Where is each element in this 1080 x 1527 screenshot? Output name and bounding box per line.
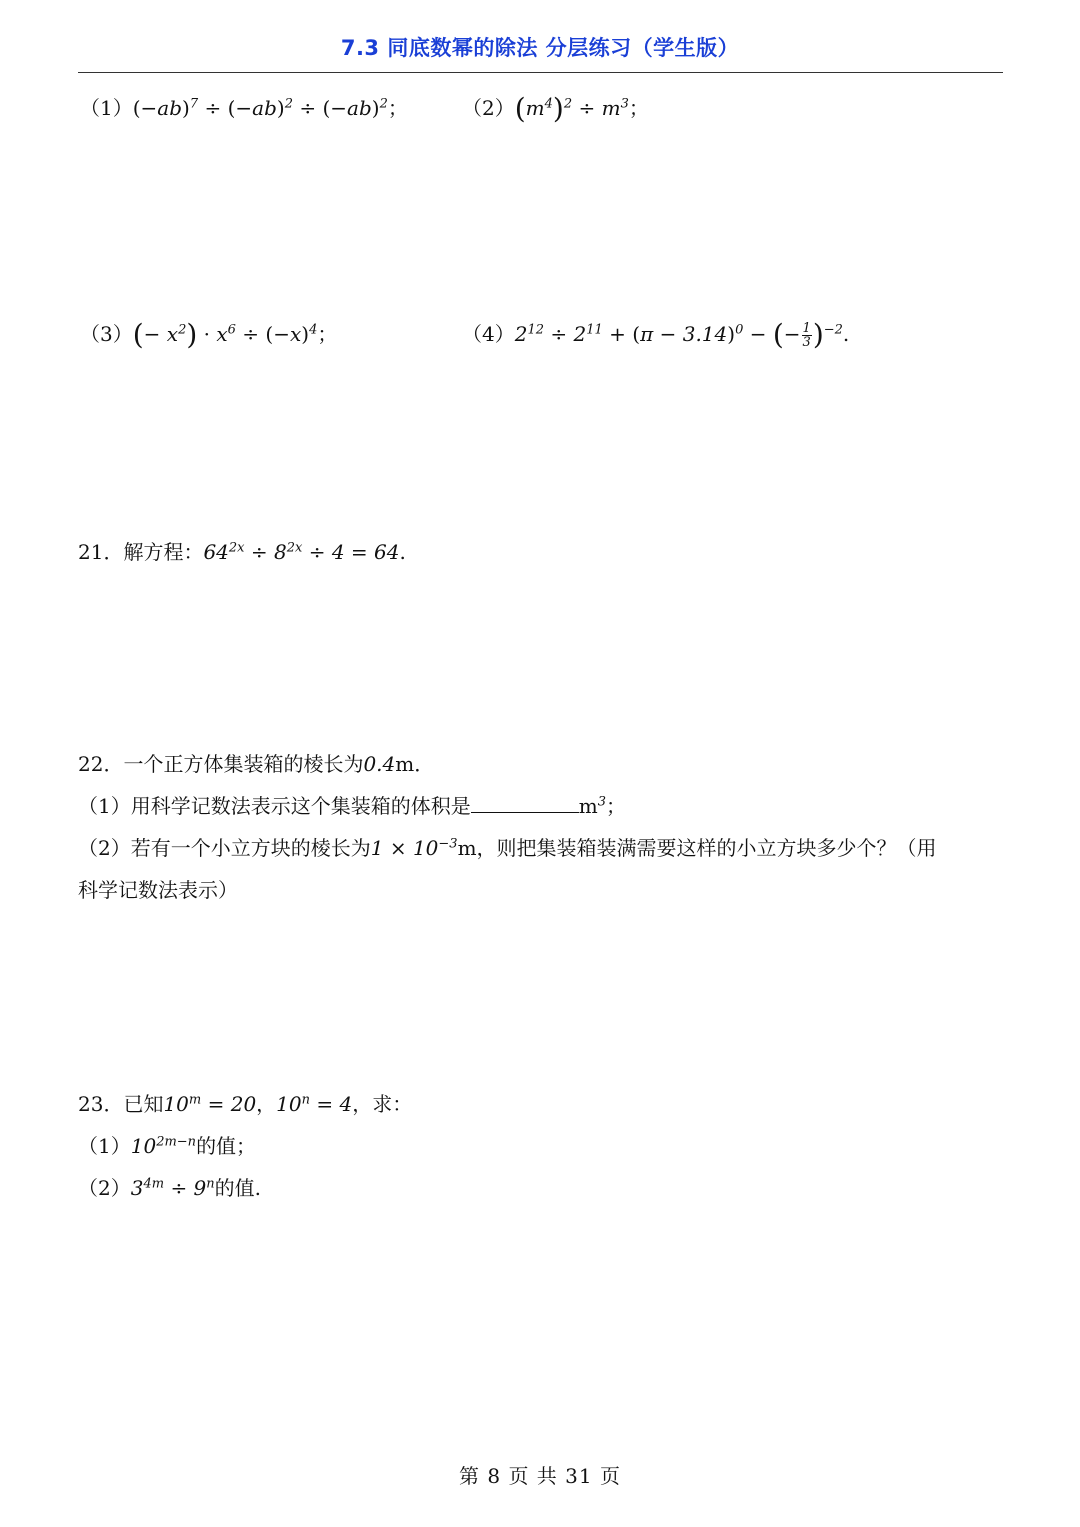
part-tail: . [842, 322, 850, 346]
problem-number: 22． [78, 752, 124, 776]
document-title: 7.3 同底数幂的除法 分层练习（学生版） [340, 36, 740, 60]
part-tail: 的值； [196, 1134, 257, 1158]
page-number-footer: 第 8 页 共 31 页 [459, 1464, 621, 1488]
problem-20-part-1 [80, 94, 408, 122]
answer-blank[interactable] [471, 792, 579, 813]
expression: $10^{2m-n}$ [130, 1134, 197, 1158]
problem-23-stem [78, 1090, 412, 1118]
equation: $64^{2x} \div 8^{2x} \div 4 = 64$ [203, 540, 400, 564]
problem-20-part-3 [80, 320, 337, 349]
problem-23-part-2 [78, 1174, 261, 1202]
part-tail: 的值. [214, 1176, 262, 1200]
part-label: （1） [80, 96, 133, 120]
part-label: （4） [462, 322, 515, 346]
expression: $3^{4m} \div 9^n$ [130, 1176, 215, 1200]
unit: m [457, 836, 477, 860]
part-text-continued: ，则把集装箱装满需要这样的小立方块多少个？（用 [476, 836, 937, 860]
problem-number: 23． [78, 1092, 124, 1116]
part-text: 若有一个小立方块的棱长为 [130, 836, 371, 860]
expression: (− $x^2) \cdot x^6 \div (-x)^4$ [132, 318, 318, 351]
problem-22-part-2-wrap: 科学记数法表示） [78, 878, 238, 902]
problem-23-part-1 [78, 1132, 256, 1160]
problem-tail: . [399, 540, 406, 564]
stem-tail: ，求： [352, 1092, 413, 1116]
expression: $(-ab)^7 \div (-ab)^2 \div (-ab)^2$ [132, 96, 388, 120]
problem-text: 解方程： [123, 540, 204, 564]
expression: $(m^4)^2 \div m^3$ [514, 92, 629, 125]
part-tail: ； [628, 96, 649, 120]
problem-22-stem [78, 750, 434, 778]
part-label: （3） [80, 322, 133, 346]
problem-21 [78, 538, 406, 566]
problem-20-part-2 [462, 94, 649, 123]
part-text: 用科学记数法表示这个集装箱的体积是 [130, 794, 471, 818]
stem-text: 一个正方体集装箱的棱长为 [123, 752, 364, 776]
part-label: （2） [78, 836, 131, 860]
part-tail: ； [387, 96, 408, 120]
part-label: （2） [78, 1176, 131, 1200]
unit: m [578, 794, 598, 818]
part-label: （1） [78, 1134, 131, 1158]
unit-exponent: 3 [597, 794, 606, 810]
problem-22-part-2 [78, 834, 937, 862]
problem-22-part-1 [78, 792, 626, 820]
part-tail: ； [317, 322, 338, 346]
part-tail: ； [605, 794, 626, 818]
stem-unit: m． [395, 752, 435, 776]
problem-20-part-4 [462, 320, 849, 349]
expression: $2^{12} \div 2^{11} + (\pi - 3.14)^0$ − (− $\frac{1}{3}$ )$^{-2}$ [514, 318, 843, 351]
edge-length-value: 0.4 [363, 752, 396, 776]
header-divider [78, 72, 1003, 73]
given-1: 10$^m$ = 20 [163, 1092, 257, 1116]
stem-text: 已知 [123, 1092, 164, 1116]
stem-separator: ， [256, 1092, 277, 1116]
cube-edge-expression: $1 \times 10^{-3}$ [370, 836, 458, 860]
part-label: （1） [78, 794, 131, 818]
part-label: （2） [462, 96, 515, 120]
problem-number: 21． [78, 540, 124, 564]
given-2: 10$^n$ = 4 [276, 1092, 353, 1116]
